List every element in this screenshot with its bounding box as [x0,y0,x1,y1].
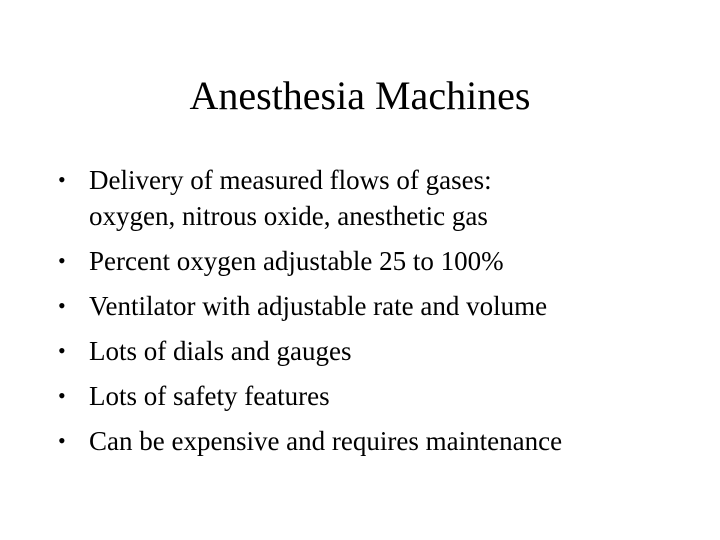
bullet-item [54,288,684,324]
bullet-text: Delivery of measured flows of gases: [89,165,492,195]
bullet-text: Ventilator with adjustable rate and volume [89,291,548,321]
bullet-list [54,162,684,468]
bullet-dot: • [58,383,66,408]
bullet-item [54,333,684,369]
bullet-text: Lots of dials and gauges [89,336,352,366]
bullet-text-continued: oxygen, nitrous oxide, anesthetic gas [89,201,488,231]
slide-title: Anesthesia Machines [189,73,531,118]
bullet-item [54,243,684,279]
bullet-text: Can be expensive and requires maintenance [89,426,563,456]
bullet-item [54,378,684,414]
bullet-dot: • [58,338,66,363]
bullet-item [54,162,684,234]
bullet-dot: • [58,248,66,273]
bullet-item [54,423,684,459]
bullet-dot: • [58,293,66,318]
bullet-dot: • [58,428,66,453]
bullet-dot: • [58,167,66,192]
bullet-text: Lots of safety features [89,381,330,411]
bullet-text: Percent oxygen adjustable 25 to 100% [89,246,504,276]
